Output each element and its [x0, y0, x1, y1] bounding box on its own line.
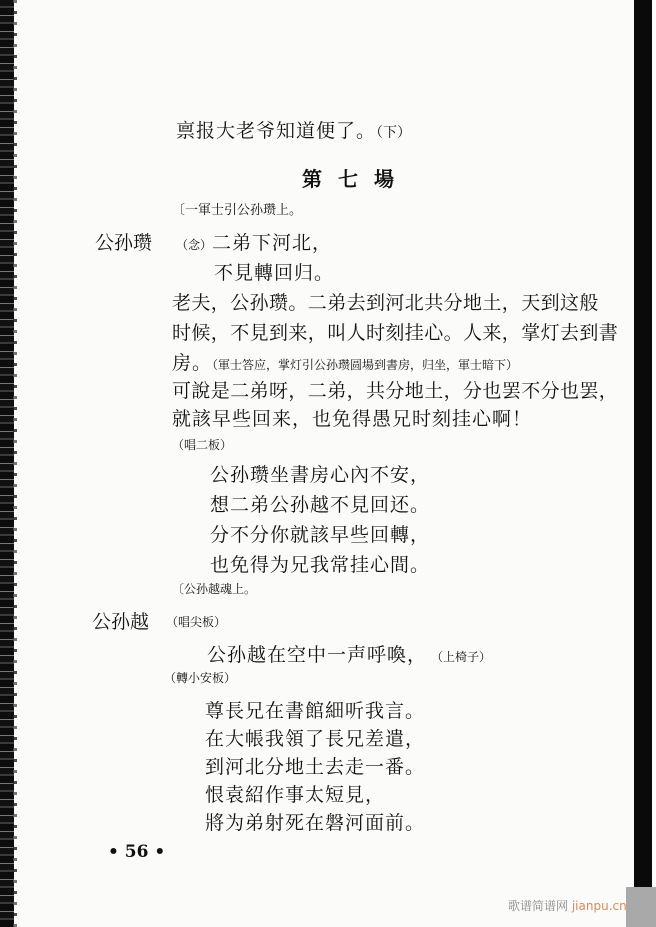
verse-line: 想二弟公孙越不見回还。 — [210, 494, 431, 516]
text-line: 可說是二弟呀，二弟，共分地土，分也罢不分也罢， — [172, 380, 619, 402]
text-line — [176, 228, 332, 255]
stage-direction: 〔一軍士引公孙瓒上。 — [172, 203, 303, 218]
text-line: 不見轉回归。 — [214, 262, 335, 284]
text-line: 老夫，公孙瓒。二弟去到河北共分地土，天到这般 — [172, 292, 599, 314]
verse-line: 公孙瓒坐書房心內不安， — [210, 464, 431, 486]
role-name: 公孙越 — [92, 611, 150, 633]
scene-heading: 第七場 — [302, 167, 410, 191]
stage-direction: （上椅子） — [437, 650, 492, 664]
stage-direction: （轉小安板） — [164, 671, 237, 685]
stage-direction: （下） — [376, 125, 412, 141]
watermark — [508, 897, 627, 914]
stage-direction: 〔公孙越魂上。 — [172, 582, 257, 596]
scan-edge-left-noise — [13, 0, 17, 927]
verse-line: 也免得为兄我常挂心間。 — [210, 554, 431, 576]
stage-direction: （唱二板） — [172, 438, 233, 452]
line-text: 公孙越在空中一声呼喚， — [207, 644, 428, 666]
watermark-latin: jianpu.cn — [571, 899, 627, 913]
verse-line: 尊長兄在書館細听我言。 — [205, 700, 426, 722]
verse-line: 恨袁紹作事太短見， — [205, 784, 386, 806]
scan-edge-right — [634, 0, 652, 887]
verse-line — [207, 640, 491, 667]
watermark-cn: 歌谱简谱网 — [508, 899, 569, 913]
text-line: 时候，不見到来，叫人时刻挂心。人来，掌灯去到書 — [172, 322, 619, 344]
stage-direction: （軍士答应，掌灯引公孙瓒圆場到書房，归坐，軍士暗下） — [212, 358, 519, 372]
page-number: • 56 • — [108, 842, 166, 862]
line-text: 禀报大老爷知道便了。 — [176, 120, 377, 142]
line-text: 二弟下河北， — [212, 232, 333, 254]
stage-direction: （念） — [176, 238, 213, 252]
text-line — [172, 348, 518, 375]
line-text: 房。 — [172, 352, 213, 374]
stage-direction: （唱尖板） — [166, 615, 227, 629]
text-line: 就該早些回来，也免得愚兄时刻挂心啊！ — [172, 408, 533, 430]
scan-edge-right-gray — [626, 887, 656, 927]
verse-line: 分不分你就該早些回轉， — [210, 524, 431, 546]
verse-line: 將为弟射死在磐河面前。 — [205, 812, 426, 834]
text-line — [176, 116, 411, 143]
scan-edge-left — [0, 0, 14, 927]
role-name: 公孙瓒 — [95, 232, 153, 254]
verse-line: 在大帳我領了長兄差遣， — [205, 728, 426, 750]
verse-line: 到河北分地土去走一番。 — [205, 756, 426, 778]
